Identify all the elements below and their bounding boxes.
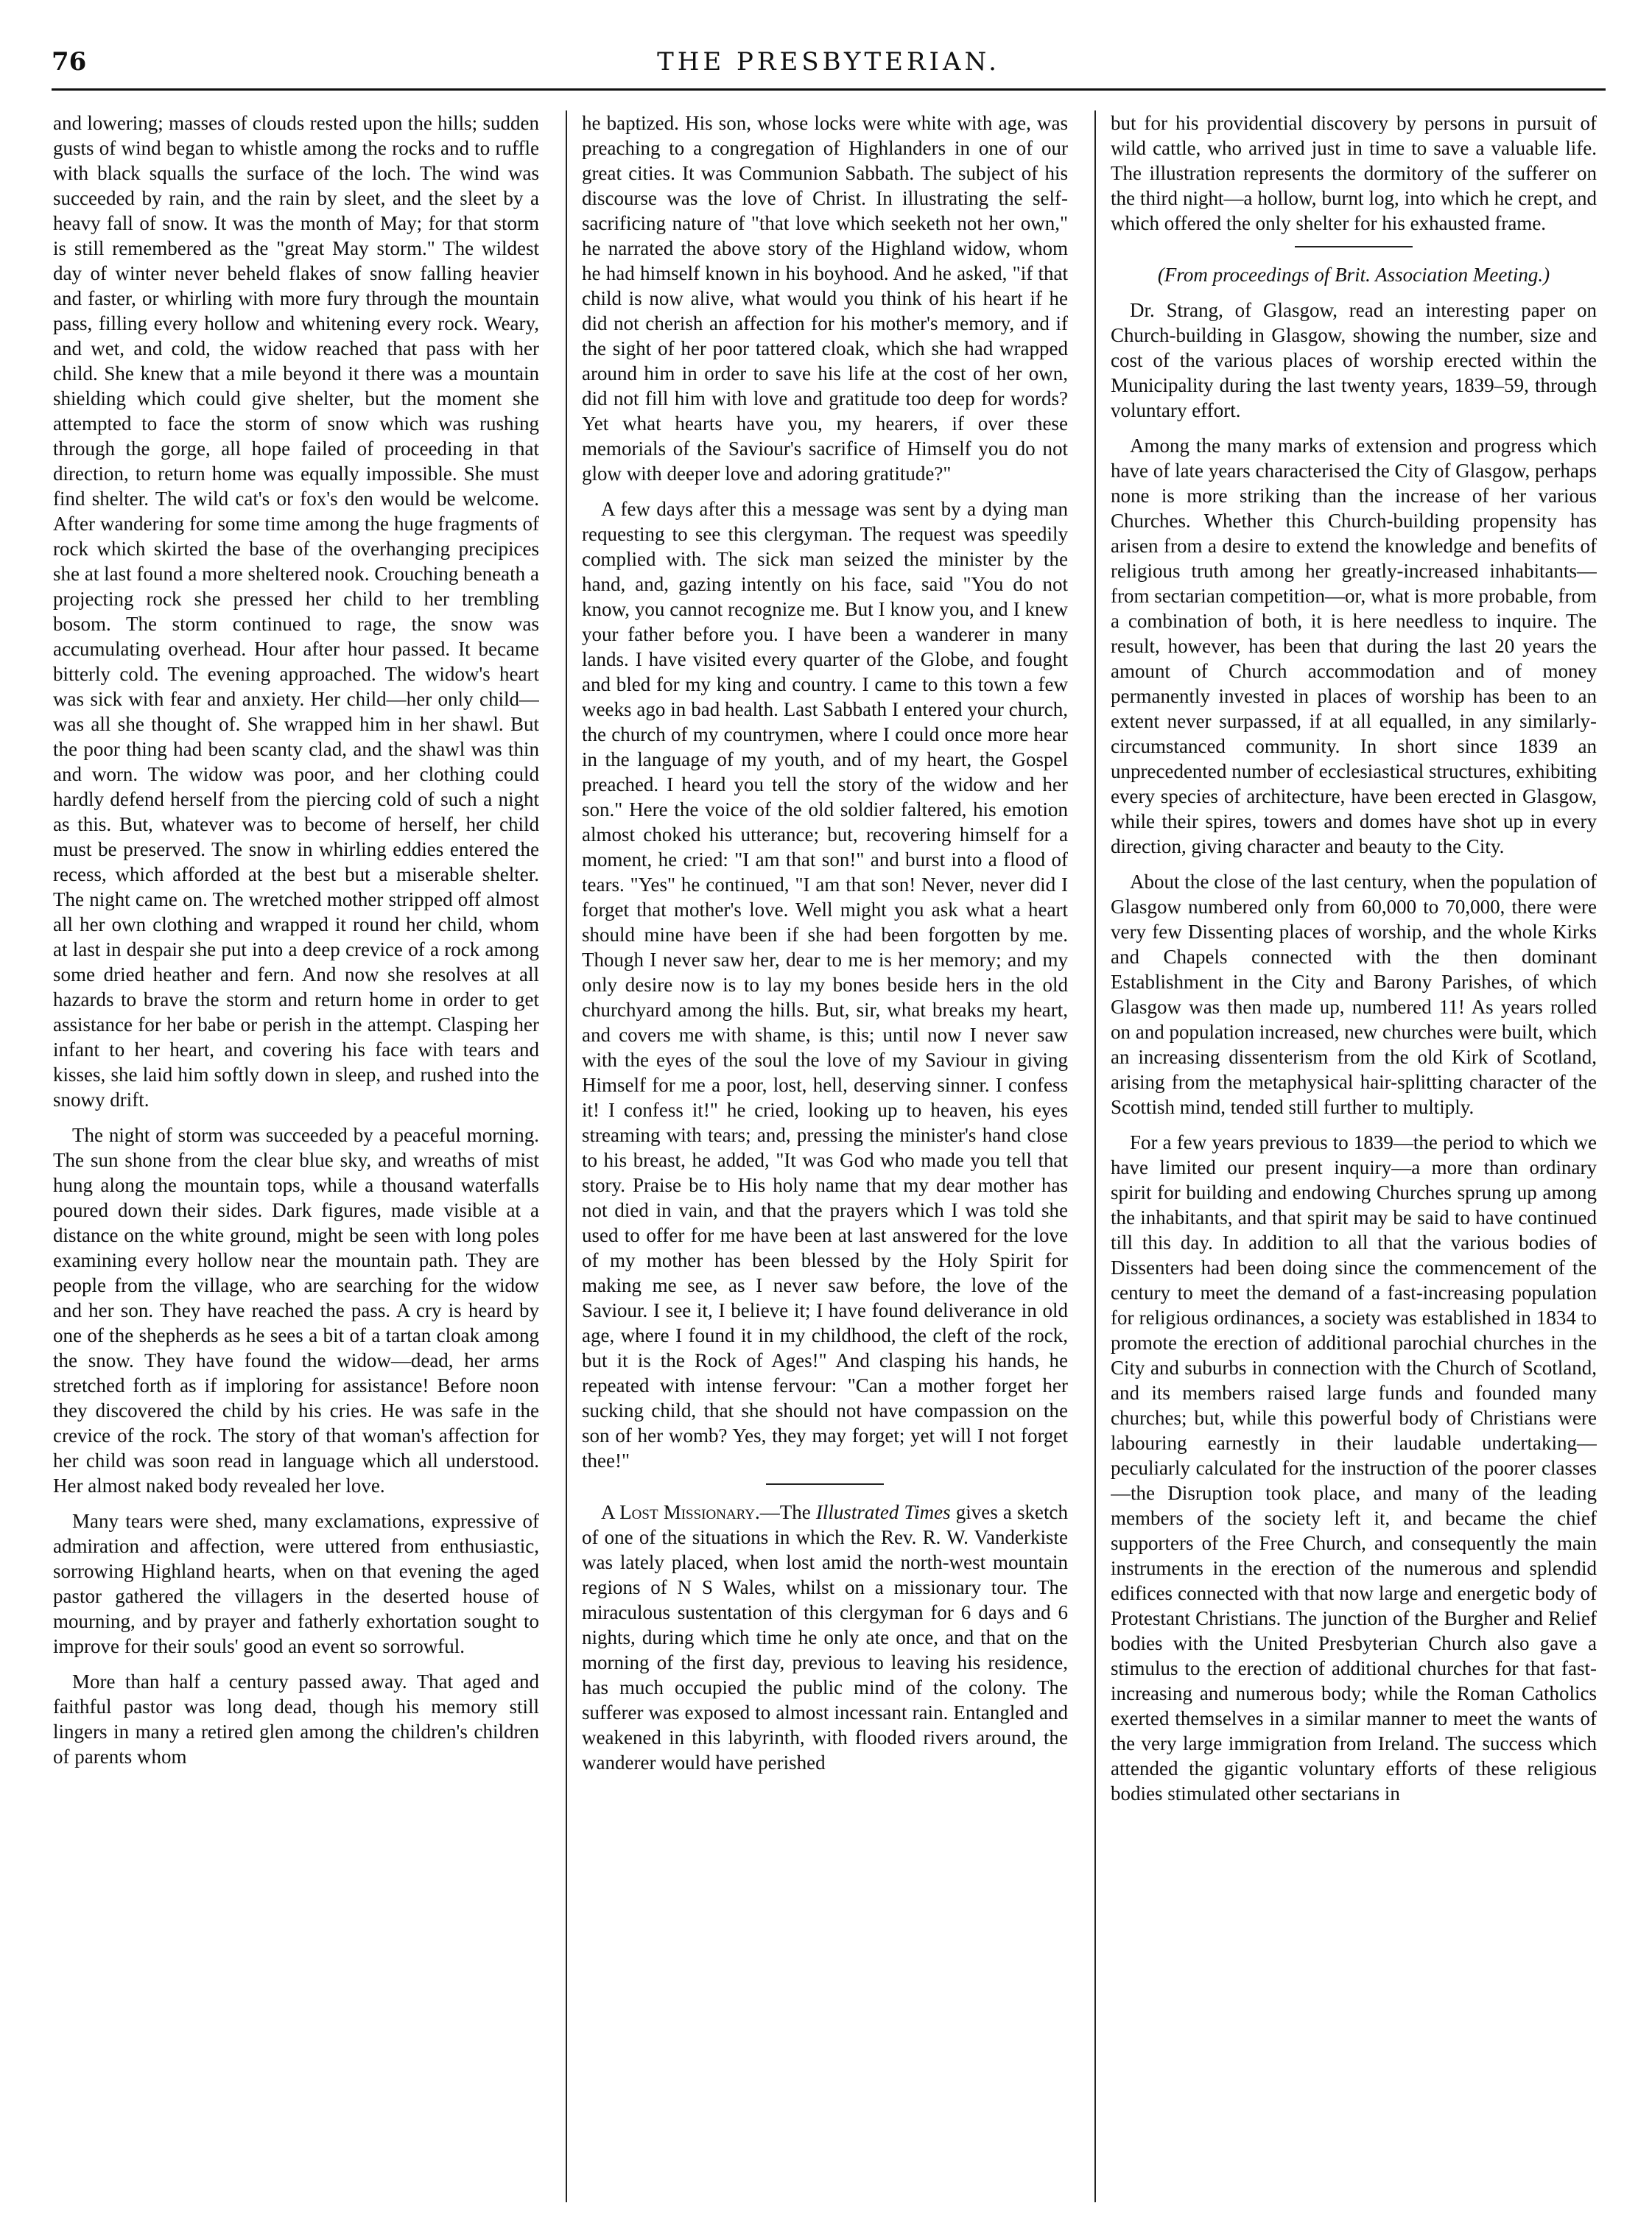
page-header	[52, 44, 1606, 91]
paragraph: Among the many marks of extension and progress which have of late years characterised the City of Glasgow, perhaps none is more striking than the increase of her various Churches. Whether this Church-building propensity has arisen from a desire to extend the knowledge and benefits of religious truth among her greatly-increased inhabitants—from sectarian competition—or, what is more probable, from a combination of both, it is here needless to inquire. The result, however, has been that during the last 20 years the amount of Church accommodation and of money permanently invested in places of worship has been to an extent never surpassed, if at all equalled, in any similarly-circumstanced community. In short since 1839 an unprecedented number of ecclesiastical structures, exhibiting every species of architecture, have been erected in Glasgow, while their spires, towers and domes have shot up in every direction, giving character and beauty to the City.	[1111, 435, 1597, 857]
source-title: Illustrated Times	[815, 1501, 951, 1523]
paragraph: For a few years previous to 1839—the period to which we have limited our present inquiry—a more than ordinary spirit for building and endowing Churches sprung up among the inhabitants, and that spirit may be said to have continued till this day. In addition to all that the various bodies of Dissenters had been doing since the commencement of the century to meet the demand of a fast-increasing population for religious ordinances, a society was established in 1834 to promote the erection of additional parochial churches in the City and suburbs in connection with the Church of Scotland, and its members raised large funds and founded many churches; but, while this powerful body of Christians were labouring earnestly in their laudable undertaking—peculiarly calculated for the instruction of the poorer classes—the Disruption took place, and many of the leading members of the society left it, and became the chief supporters of the Free Church, and consequently the main instruments in the erection of the numerous and splendid edifices connected with that now large and energetic body of Protestant Christians. The junction of the Burgher and Relief bodies with the United Presbyterian Church also gave a stimulus to the erection of additional churches for that fast-increasing and numerous body; while the Roman Catholics exerted themselves in a similar manner to meet the wants of the very large immigration from Ireland. The success which attended the gigantic voluntary efforts of these religious bodies stimulated other sectarians in	[1111, 1131, 1597, 1805]
page-number: 76	[52, 47, 87, 77]
column-1	[53, 110, 539, 2202]
article-separator	[1295, 246, 1413, 247]
column-rule	[566, 110, 567, 2202]
paragraph: More than half a century passed away. That aged and faithful pastor was long dead, though his memory still lingers in many a retired glen among the children's children of parents whom	[53, 1670, 539, 1768]
article-body: gives a sketch of one of the situations in which the Rev. R. W. Vanderkiste was lately placed, when lost amid the north-west mountain regions of N S Wales, whilst on a missionary tour. The miraculous sustentation of this clergyman for 6 days and 6 nights, during which time he only ate once, and that on the morning of the first day, previous to leaving his residence, has much occupied the public mind of the colony. The sufferer was exposed to almost incessant rain. Entangled and weakened in this labyrinth, with flooded rivers around, the wanderer would have perished	[582, 1501, 1068, 1774]
paragraph: The night of storm was succeeded by a peaceful morning. The sun shone from the clear blue sky, and wreaths of mist hung along the mountain tops, while a thousand waterfalls poured down their sides. Dark figures, made visible at a distance on the white ground, might be seen with long poles examining every hollow near the mountain path. They are people from the village, who are searching for the widow and her son. They have reached the pass. A cry is heard by one of the shepherds as he sees a bit of a tartan cloak among the snow. They have found the widow—dead, her arms stretched forth as if imploring for assistance! Before noon they discovered the child by his cries. He was safe in the crevice of the rock. The story of that woman's affection for her child was soon read in language which all understood. Her almost naked body revealed her love.	[53, 1124, 539, 1497]
paragraph: and lowering; masses of clouds rested upon the hills; sudden gusts of wind began to whistle among the rocks and to ruffle with black squalls the surface of the loch. The wind was succeeded by rain, and the rain by sleet, and the sleet by a heavy fall of snow. It was the month of May; for that storm is still remembered as the "great May storm." The wildest day of winter never beheld flakes of snow falling heavier and faster, or whirling with more fury through the mountain pass, filling every hollow and whitening every rock. Weary, and wet, and cold, the widow reached that pass with her child. She knew that a mile beyond it there was a mountain shielding which could give shelter, but the moment she attempted to face the storm of snow which was rushing through the gorge, all hope failed of proceeding in that direction, to return home was equally impossible. She must find shelter. The wild cat's or fox's den would be welcome. After wandering for some time among the huge fragments of rock which skirted the base of the overhanging precipices she at last found a more sheltered nook. Crouching beneath a projecting rock she pressed her child to her trembling bosom. The storm continued to rage, the snow was accumulating overhead. Hour after hour passed. It became bitterly cold. The evening approached. The widow's heart was sick with fear and anxiety. Her child—her only child—was all she thought of. She wrapped him in her shawl. But the poor thing had been scanty clad, and the shawl was thin and worn. The widow was poor, and her clothing could hardly defend herself from the piercing cold of such a night as this. But, whatever was to become of herself, her child must be preserved. The snow in whirling eddies entered the recess, which afforded at the best but a miserable shelter. The night came on. The wretched mother stripped off almost all her own clothing and wrapped it round her child, whom at last in despair she put into a deep crevice of a rock among some dried heather and fern. And now she resolves at all hazards to brave the storm and return home in order to get assistance for her babe or perish in the attempt. Clasping her infant to her heart, and covering his face with tears and kisses, she laid him softly down in sleep, and rushed into the snowy drift.	[53, 112, 539, 1111]
paragraph: About the close of the last century, when the population of Glasgow numbered only from 60,000 to 70,000, there were very few Dissenting places of worship, and the whole Kirks and Chapels connected with the then dominant Establishment in the City and Barony Parishes, of which Glasgow was then made up, numbered 11! As years rolled on and population increased, new churches were built, which an increasing dissenterism from the old Kirk of Scotland, arising from the metaphysical hair-splitting character of the Scottish mind, tended still further to multiply.	[1111, 871, 1597, 1118]
column-rule	[1094, 110, 1096, 2202]
article-lost-missionary	[582, 1500, 1068, 1775]
paragraph: Many tears were shed, many exclamations, expressive of admiration and affection, were uttered from enthusiastic, sorrowing Highland hearts, when on that evening the aged pastor gathered the villagers in the deserted house of mourning, and by prayer and fatherly exhortation sought to improve for their souls' good an event so sorrowful.	[53, 1510, 539, 1657]
column-2	[582, 110, 1068, 2202]
paragraph: Dr. Strang, of Glasgow, read an interesting paper on Church-building in Glasgow, showing the number, size and cost of the various places of worship erected within the Municipality during the last twenty years, 1839–59, through voluntary effort.	[1111, 299, 1597, 421]
article-heading: A Lost Missionary.	[601, 1501, 760, 1523]
column-3	[1111, 110, 1597, 2202]
dash-text: —The	[759, 1501, 816, 1523]
paragraph: he baptized. His son, whose locks were white with age, was preaching to a congregation of Highlanders in one of our great cities. It was Communion Sabbath. The subject of his discourse was the love of Christ. In illustrating the self-sacrificing nature of "that love which seeketh not her own," he narrated the above story of the Highland widow, whom he had himself known in his boyhood. And he asked, "if that child is now alive, what would you think of his heart if he did not cherish an affection for his mother's memory, and if the sight of her poor tattered cloak, which she had wrapped around him in order to save his life at the cost of her own, did not fill him with love and gratitude too deep for words? Yet what hearts have you, my hearers, if over these memorials of the Saviour's sacrifice of Himself you do not glow with deeper love and adoring gratitude?"	[582, 112, 1068, 485]
article-separator	[766, 1483, 884, 1485]
paragraph: but for his providential discovery by persons in pursuit of wild cattle, who arrived just in time to save a valuable life. The illustration represents the dormitory of the sufferer on the third night—a hollow, burnt log, into which he crept, and which offered the only shelter for his exhausted frame.	[1111, 112, 1597, 234]
source-note: (From proceedings of Brit. Association Meeting.)	[1157, 264, 1550, 286]
paragraph: A few days after this a message was sent by a dying man requesting to see this clergyman. The request was speedily complied with. The sick man seized the minister by the hand, and, gazing intently on his face, said "You do not know, you cannot recognize me. But I know you, and I knew your father before you. I have been a wanderer in many lands. I have visited every quarter of the Globe, and fought and bled for my king and country. I came to this town a few weeks ago in bad health. Last Sabbath I entered your church, the church of my countrymen, where I could once more hear in the language of my youth, and of my heart, the Gospel preached. I heard you tell the story of the widow and her son." Here the voice of the old soldier faltered, his emotion almost choked his utterance; but, recovering himself for a moment, he cried: "I am that son!" and burst into a flood of tears. "Yes" he continued, "I am that son! Never, never did I forget that mother's love. Well might you ask what a heart should mine have been if she had been forgotten by me. Though I never saw her, dear to me is her memory; and my only desire now is to lay my bones beside hers in the old churchyard among the hills. But, sir, what breaks my heart, and covers me with shame, is this; until now I never saw with the eyes of the soul the love of my Saviour in giving Himself for me a poor, lost, hell, deserving sinner. I confess it! I confess it!" he cried, looking up to heaven, his eyes streaming with tears; and, pressing the minister's hand close to his breast, he added, "It was God who made you tell that story. Praise be to His holy name that my dear mother has not died in vain, and that the prayers which I was told she used to offer for me have been at last answered for the love of my mother has been blessed by the Holy Spirit for making me see, as I never saw before, the love of the Saviour. I see it, I believe it; I have found deliverance in old age, where I found it in my childhood, the cleft of the rock, but it is the Rock of Ages!" And clasping his hands, he repeated with intense fervour: "Can a mother forget her sucking child, that she should not have compassion on the son of her womb? Yes, they may forget; yet will I not forget thee!"	[582, 498, 1068, 1472]
publication-title: THE PRESBYTERIAN.	[657, 47, 1000, 77]
